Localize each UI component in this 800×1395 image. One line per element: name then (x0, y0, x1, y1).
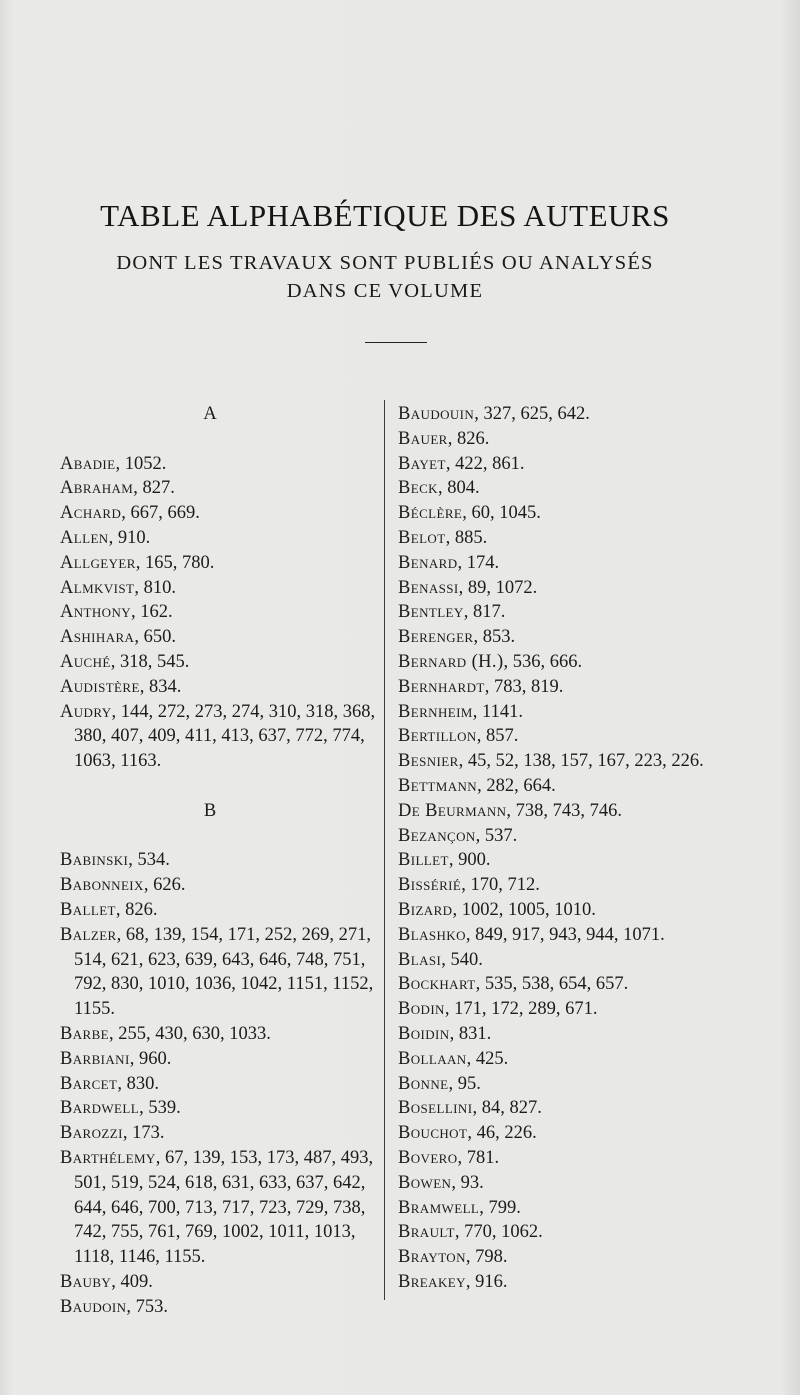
page-references: , 45, 52, 138, 157, 167, 223, 226. (458, 751, 704, 772)
page-references: , 826. (115, 899, 158, 920)
page-references: , 89, 1072. (458, 577, 538, 598)
author-name: De Beurmann (398, 800, 507, 821)
author-name: Bissérié (398, 875, 462, 896)
page-title: TABLE ALPHABÉTIQUE DES AUTEURS (100, 198, 670, 233)
page-references: , 93. (451, 1172, 484, 1193)
author-entry (398, 1220, 733, 1245)
author-name: Audry (60, 701, 112, 722)
author-name: Abraham (60, 478, 134, 499)
author-entry (60, 1270, 380, 1295)
author-name: Abadie (60, 453, 116, 474)
page-references: , 783, 819. (484, 676, 564, 697)
author-name: Barbe (60, 1023, 110, 1044)
author-name: Brayton (398, 1247, 466, 1268)
page-references: , 799. (479, 1197, 521, 1218)
author-entry (60, 452, 380, 477)
author-entry (398, 1270, 733, 1295)
author-name: Auché (60, 651, 111, 672)
page-references: , 255, 430, 630, 1033. (109, 1023, 271, 1044)
author-name: Bouchot (398, 1123, 468, 1144)
author-name: Ballet (60, 899, 116, 920)
page-references: , 327, 625, 642. (474, 404, 590, 424)
author-entry (398, 1196, 733, 1221)
author-entry (60, 1096, 380, 1121)
author-entry (398, 1245, 733, 1270)
page-references: , 753. (126, 1296, 169, 1317)
author-name: Benard (398, 552, 458, 573)
page-references: , 826. (447, 428, 490, 449)
author-entry (398, 1146, 733, 1171)
page-references: , 282, 664. (477, 775, 556, 796)
author-entry (60, 600, 380, 625)
section-spacer (60, 824, 380, 849)
author-name: Bettmann (398, 775, 478, 796)
author-entry (60, 551, 380, 576)
author-entry (60, 1146, 380, 1270)
page-references: , 537. (475, 825, 518, 846)
page-references: , 535, 538, 654, 657. (475, 974, 629, 995)
author-name: Bernard (H.) (398, 651, 504, 672)
author-name: Bardwell (60, 1098, 140, 1119)
author-entry (398, 848, 733, 873)
column-divider (384, 400, 385, 1300)
page-references: , 170, 712. (461, 875, 540, 896)
author-name: Baudouin (398, 404, 475, 424)
page-references: , 817. (463, 602, 506, 623)
author-name: Béclère (398, 503, 463, 524)
author-name: Blasi (398, 949, 442, 970)
author-name: Besnier (398, 751, 459, 772)
author-name: Ashihara (60, 627, 135, 648)
section-spacer (60, 774, 380, 799)
section-letter-b: B (203, 800, 217, 821)
author-entry (398, 526, 733, 551)
author-entry (398, 898, 733, 923)
author-entry (398, 749, 733, 774)
author-entry (398, 1121, 733, 1146)
author-name: Beck (398, 478, 438, 499)
author-name: Bayet (398, 453, 446, 474)
author-name: Baudoin (60, 1296, 127, 1317)
author-name: Barozzi (60, 1123, 123, 1144)
page-references: , 318, 545. (110, 651, 190, 672)
author-name: Bramwell (398, 1197, 480, 1218)
left-column (60, 402, 380, 1319)
author-entry (398, 923, 733, 948)
page-references: , 738, 743, 746. (506, 800, 623, 821)
author-name: Audistère (60, 676, 140, 697)
author-entry (398, 1022, 733, 1047)
author-entry (398, 476, 733, 501)
right-column (398, 402, 733, 1295)
page-references: , 781. (457, 1147, 500, 1168)
author-name: Boidin (398, 1023, 450, 1044)
author-name: Anthony (60, 602, 132, 623)
author-entry (60, 1121, 380, 1146)
author-entry (60, 1295, 380, 1320)
author-entry (398, 1047, 733, 1072)
page-references: , 173. (122, 1123, 165, 1144)
author-name: Bernhardt (398, 676, 485, 697)
author-entry (398, 1096, 733, 1121)
author-entry (398, 774, 733, 799)
author-entry (398, 452, 733, 477)
author-name: Bezançon (398, 825, 476, 846)
author-entry (60, 848, 380, 873)
author-entry (60, 476, 380, 501)
author-name: Barbiani (60, 1048, 130, 1069)
author-entry (398, 873, 733, 898)
author-name: Bauer (398, 428, 448, 449)
author-entry (60, 923, 380, 1022)
author-entry (398, 1072, 733, 1097)
author-entry (398, 997, 733, 1022)
page-references: , 810. (134, 577, 176, 598)
page-references: , 84, 827. (472, 1098, 542, 1119)
author-name: Barcet (60, 1073, 118, 1094)
page-references: , 162. (131, 602, 173, 623)
author-name: Bizard (398, 899, 453, 920)
page-references: , 857. (476, 726, 519, 747)
page-references: , 534. (128, 850, 170, 871)
page-references: , 1002, 1005, 1010. (452, 899, 596, 920)
page-references: , 770, 1062. (454, 1222, 543, 1243)
author-name: Bollaan (398, 1048, 467, 1069)
author-name: Billet (398, 850, 449, 871)
author-name: Allen (60, 527, 109, 548)
page-references: , 916. (465, 1271, 508, 1292)
page-references: , 165, 780. (135, 552, 215, 573)
author-name: Brault (398, 1222, 455, 1243)
author-entry (398, 600, 733, 625)
page-subtitle-line-2: DANS CE VOLUME (286, 280, 484, 302)
author-entry (60, 650, 380, 675)
author-name: Bernheim (398, 701, 473, 722)
page-references: , 853. (473, 627, 516, 648)
page-references: , 626. (143, 875, 186, 896)
author-entry (60, 700, 380, 774)
page-references: , 804. (437, 478, 480, 499)
author-name: Bovero (398, 1147, 458, 1168)
page-references: , 409. (111, 1271, 153, 1292)
author-entry (398, 501, 733, 526)
author-name: Berenger (398, 627, 474, 648)
page-references: , 67, 139, 153, 173, 487, 493, 501, 519, 524, 618, 631, 633, 637, 642, 644, 646, 700, 713, 717, 723, 729, 738, 742, 755, 761, 769, 1002, 1011, 1013, 1118, 1146, 1155. (74, 1147, 374, 1268)
author-name: Blashko (398, 924, 466, 945)
author-entry (60, 1022, 380, 1047)
author-name: Bertillon (398, 726, 477, 747)
page-references: , 425. (466, 1048, 509, 1069)
author-name: Belot (398, 527, 446, 548)
author-entry (398, 799, 733, 824)
author-entry (398, 551, 733, 576)
author-list-a (60, 452, 380, 774)
author-entry (60, 526, 380, 551)
author-entry (60, 501, 380, 526)
page-references: , 1052. (115, 453, 167, 474)
author-entry (60, 675, 380, 700)
author-name: Babinski (60, 850, 129, 871)
author-entry (398, 427, 733, 452)
page-references: , 900. (448, 850, 491, 871)
page-references: , 171, 172, 289, 671. (444, 999, 598, 1020)
author-entry (398, 948, 733, 973)
author-name: Bosellini (398, 1098, 473, 1119)
author-entry (60, 576, 380, 601)
title-divider (365, 342, 427, 343)
author-name: Bockhart (398, 974, 476, 995)
author-entry (60, 873, 380, 898)
author-entry (398, 675, 733, 700)
page-references: , 885. (445, 527, 488, 548)
author-name: Bentley (398, 602, 464, 623)
page-references: , 834. (139, 676, 182, 697)
author-name: Bodin (398, 999, 445, 1020)
page-references: , 1141. (472, 701, 523, 722)
page-references: , 830. (117, 1073, 159, 1094)
author-entry (398, 402, 733, 427)
page-references: , 60, 1045. (462, 503, 541, 524)
author-name: Achard (60, 503, 122, 524)
author-name: Bauby (60, 1271, 112, 1292)
author-list-b-continued (398, 402, 733, 1295)
author-entry (398, 576, 733, 601)
page-references: , 422, 861. (445, 453, 525, 474)
author-entry (60, 1072, 380, 1097)
page-references: , 798. (465, 1247, 508, 1268)
author-name: Balzer (60, 924, 117, 945)
page-references: , 960. (129, 1048, 172, 1069)
author-name: Benassi (398, 577, 459, 598)
author-entry (398, 625, 733, 650)
page-subtitle-line-1: DONT LES TRAVAUX SONT PUBLIÉS OU ANALYSÉS (116, 252, 654, 274)
page-references: , 144, 272, 273, 274, 310, 318, 368, 380, 407, 409, 411, 413, 637, 772, 774, 1063, 1163. (74, 701, 376, 772)
author-entry (398, 650, 733, 675)
author-entry (398, 1171, 733, 1196)
page-references: , 174. (457, 552, 500, 573)
author-entry (60, 898, 380, 923)
author-name: Allgeyer (60, 552, 136, 573)
page-references: , 667, 669. (121, 503, 200, 524)
author-entry (60, 1047, 380, 1072)
author-list-b (60, 848, 380, 1319)
section-spacer (60, 427, 380, 452)
author-entry (398, 824, 733, 849)
page-references: , 827. (133, 478, 175, 499)
page-references: , 910. (108, 527, 151, 548)
page-references: , 68, 139, 154, 171, 252, 269, 271, 514, 621, 623, 639, 643, 646, 748, 751, 792, 830, 1010, 1036, 1042, 1151, 1152, 1155. (74, 924, 374, 1020)
author-name: Bowen (398, 1172, 452, 1193)
page-references: , 539. (139, 1098, 181, 1119)
page-references: , 831. (449, 1023, 492, 1044)
section-letter-a: A (203, 404, 217, 424)
page-references: , 95. (448, 1073, 481, 1094)
page-references: , 46, 226. (467, 1123, 537, 1144)
page-references: , 650. (134, 627, 176, 648)
page-references: , 536, 666. (503, 651, 583, 672)
author-entry (398, 724, 733, 749)
author-entry (60, 625, 380, 650)
page-references: , 849, 917, 943, 944, 1071. (465, 924, 665, 945)
author-name: Barthélemy (60, 1147, 156, 1168)
author-name: Almkvist (60, 577, 135, 598)
author-name: Breakey (398, 1271, 466, 1292)
author-entry (398, 700, 733, 725)
page-references: , 540. (441, 949, 483, 970)
author-entry (398, 972, 733, 997)
author-name: Babonneix (60, 875, 144, 896)
author-name: Bonne (398, 1073, 449, 1094)
